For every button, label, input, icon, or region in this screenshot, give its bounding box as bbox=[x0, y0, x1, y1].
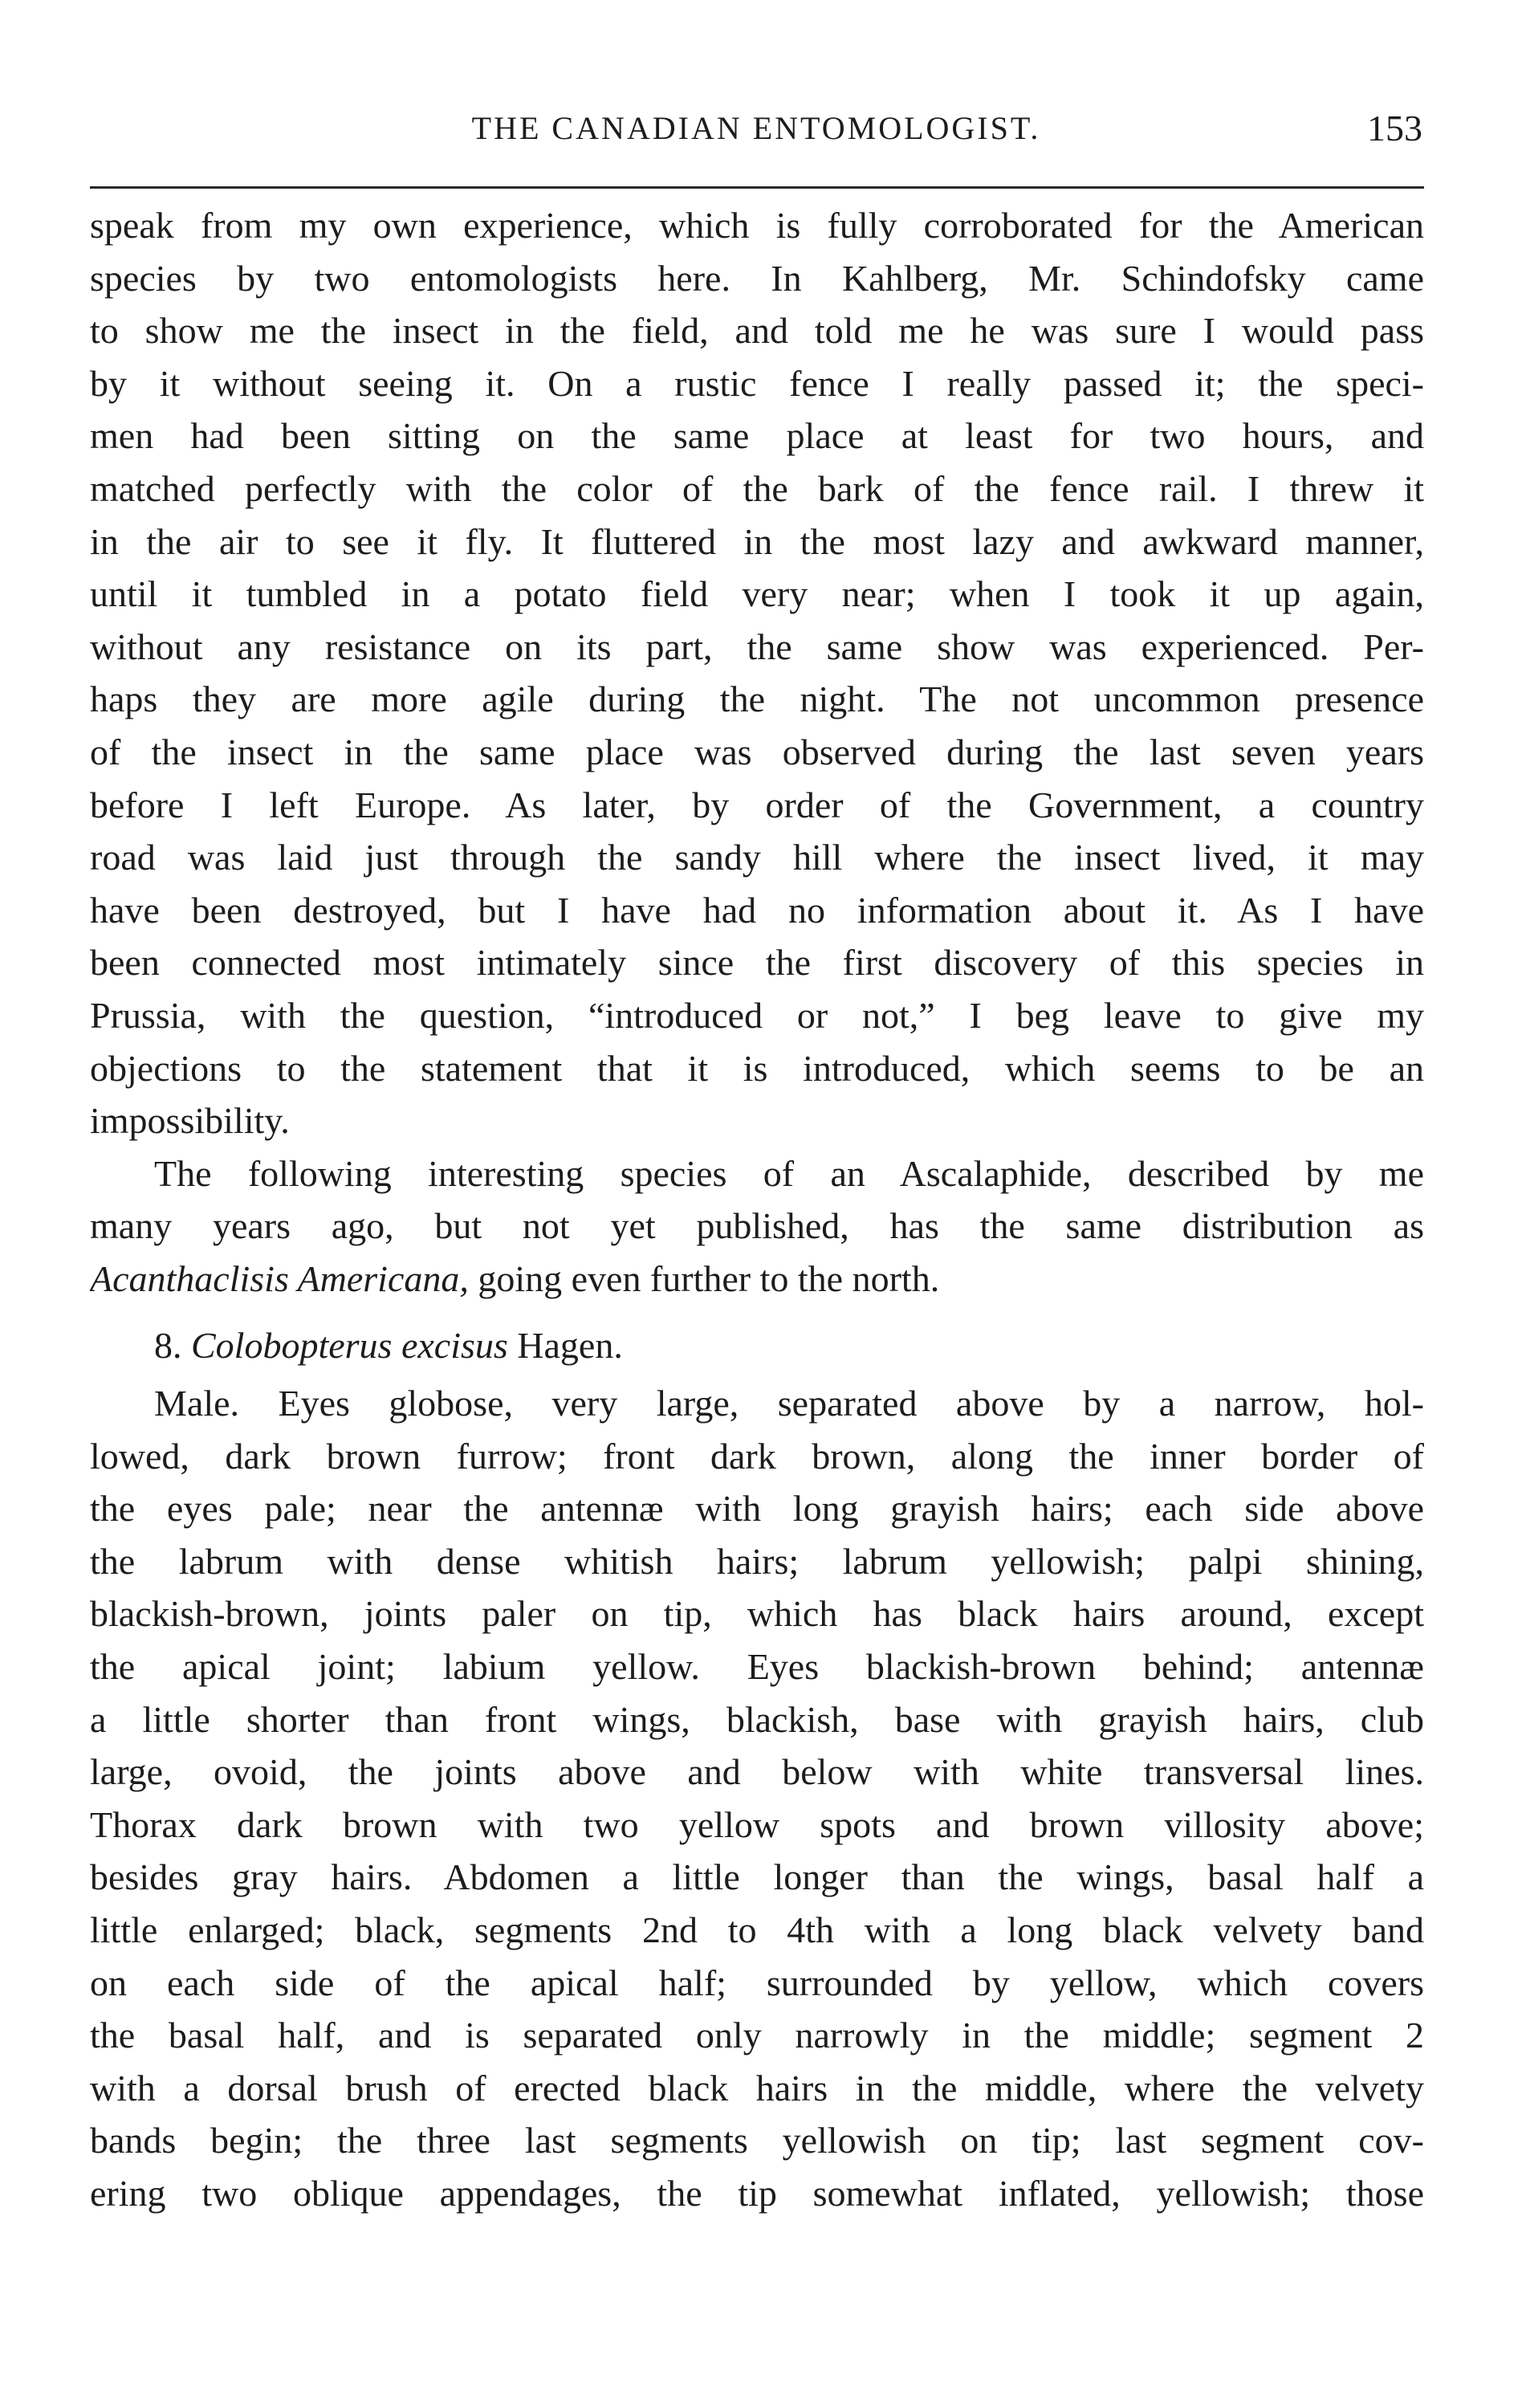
text-line-species bbox=[90, 1253, 1424, 1306]
text-line: road was laid just through the sandy hill where the insect lived, it may bbox=[90, 837, 1424, 878]
spacer bbox=[90, 1305, 1424, 1319]
page-number: 153 bbox=[1367, 108, 1422, 149]
paragraph-description bbox=[90, 1377, 1424, 2220]
text-line: large, ovoid, the joints above and below with white transversal lines. bbox=[90, 1751, 1424, 1793]
text-line: by it without seeing it. On a rustic fence I really passed it; the speci- bbox=[90, 362, 1424, 404]
journal-title: THE CANADIAN ENTOMOLOGIST. bbox=[471, 110, 1041, 146]
text-line: been connected most intimately since the first discovery of this species in bbox=[90, 942, 1424, 984]
header-rule bbox=[90, 186, 1424, 189]
text-line: speak from my own experience, which is fully corroborated for the American bbox=[90, 205, 1424, 246]
text-line: men had been sitting on the same place at least for two hours, and bbox=[90, 415, 1424, 457]
text-line: bands begin; the three last segments yellowish on tip; last segment cov- bbox=[90, 2120, 1424, 2161]
text-line: before I left Europe. As later, by order of the Government, a country bbox=[90, 784, 1424, 825]
text-line: matched perfectly with the color of the bark of the fence rail. I threw it bbox=[90, 467, 1424, 509]
text-line: Prussia, with the question, “introduced or not,” I beg leave to give my bbox=[90, 994, 1424, 1036]
text-line: the apical joint; labium yellow. Eyes blackish-brown behind; antennæ bbox=[90, 1646, 1424, 1688]
text-line: of the insect in the same place was observed during the last seven years bbox=[90, 731, 1424, 772]
text-line: a little shorter than front wings, blackish, base with grayish hairs, club bbox=[90, 1698, 1424, 1740]
text-line: species by two entomologists here. In Kahlberg, Mr. Schindofsky came bbox=[90, 257, 1424, 299]
text-line: to show me the insect in the field, and told me he was sure I would pass bbox=[90, 310, 1424, 352]
text-line: little enlarged; black, segments 2nd to 4th with a long black velvety band bbox=[90, 1909, 1424, 1950]
text-line: haps they are more agile during the night. The not uncommon presence bbox=[90, 678, 1424, 720]
body-text bbox=[90, 199, 1424, 2220]
text-line: blackish-brown, joints paler on tip, which has black hairs around, except bbox=[90, 1593, 1424, 1635]
text-line: have been destroyed, but I have had no information about it. As I have bbox=[90, 889, 1424, 931]
text-line: The following interesting species of an Ascalaphide, described by me bbox=[154, 1152, 1424, 1194]
paragraph-continued bbox=[90, 199, 1424, 1147]
species-name-italic: Colobopterus excisus bbox=[191, 1325, 508, 1367]
text-line: the labrum with dense whitish hairs; labrum yellowish; palpi shining, bbox=[90, 1540, 1424, 1582]
text-line: objections to the statement that it is introduced, which seems to be an bbox=[90, 1047, 1424, 1089]
species-heading bbox=[90, 1319, 1424, 1372]
species-author: Hagen. bbox=[517, 1325, 623, 1367]
text-line: without any resistance on its part, the same show was experienced. Per- bbox=[90, 625, 1424, 667]
text-line: besides gray hairs. Abdomen a little longer than the wings, basal half a bbox=[90, 1856, 1424, 1898]
species-name-italic: Acanthaclisis Americana, bbox=[90, 1257, 469, 1299]
text-line: until it tumbled in a potato field very near; when I took it up again, bbox=[90, 573, 1424, 615]
text-line: many years ago, but not yet published, has the same distribution as bbox=[90, 1205, 1424, 1247]
text-line: in the air to see it fly. It fluttered in the most lazy and awkward manner, bbox=[90, 520, 1424, 562]
text-run: going even further to the north. bbox=[468, 1257, 940, 1299]
text-line: Thorax dark brown with two yellow spots and brown villosity above; bbox=[90, 1803, 1424, 1845]
text-line: with a dorsal brush of erected black hairs in the middle, where the velvety bbox=[90, 2067, 1424, 2109]
running-head bbox=[90, 106, 1422, 154]
text-line: the basal half, and is separated only narrowly in the middle; segment 2 bbox=[90, 2015, 1424, 2056]
text-line: the eyes pale; near the antennæ with long grayish hairs; each side above bbox=[90, 1488, 1424, 1530]
species-number: 8. bbox=[154, 1325, 182, 1367]
text-line: Male. Eyes globose, very large, separated above by a narrow, hol- bbox=[154, 1383, 1424, 1424]
text-line: impossibility. bbox=[90, 1100, 290, 1142]
text-line: ering two oblique appendages, the tip somewhat inflated, yellowish; those bbox=[90, 2172, 1424, 2214]
text-line: lowed, dark brown furrow; front dark brown, along the inner border of bbox=[90, 1435, 1424, 1477]
text-line: on each side of the apical half; surrounded by yellow, which covers bbox=[90, 1962, 1424, 2003]
paragraph-ascalaphide bbox=[90, 1147, 1424, 1306]
